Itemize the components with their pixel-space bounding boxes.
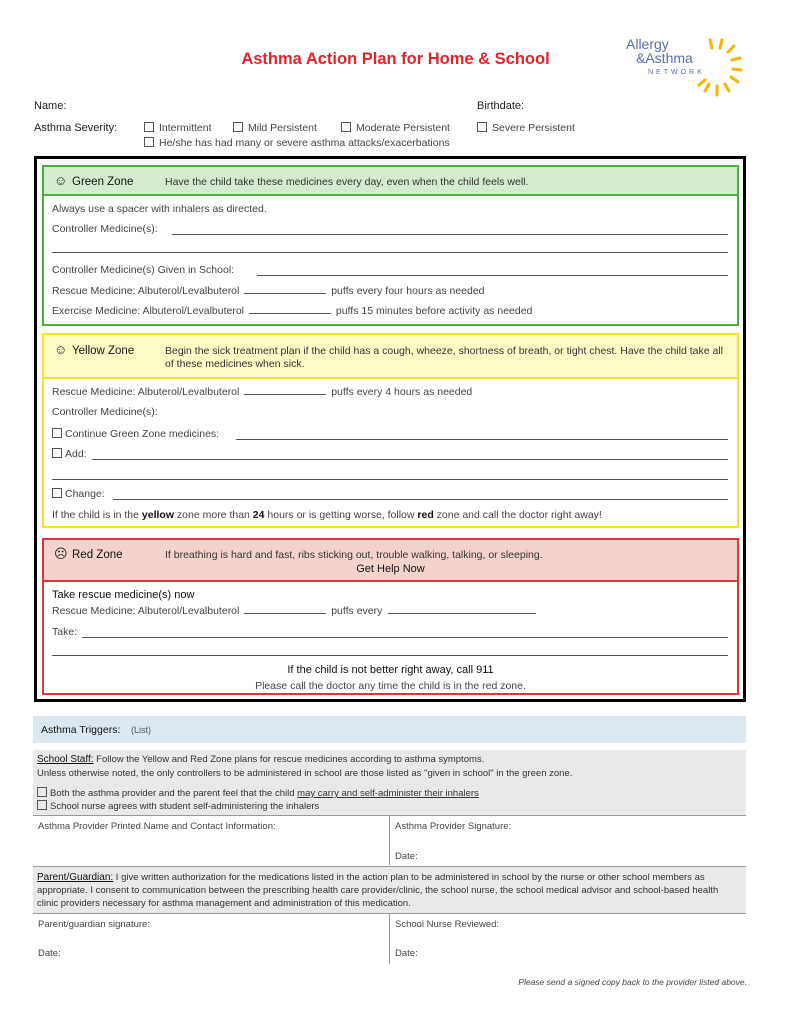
option-label: Moderate Persistent <box>356 122 450 134</box>
controller-line-2[interactable] <box>52 252 728 253</box>
green-zone-description: Have the child take these medicines every day, even when the child feels well. <box>165 176 529 188</box>
severity-severe[interactable] <box>477 122 575 134</box>
school-staff-line1 <box>37 754 484 765</box>
footer-text: hours or is getting worse, follow <box>264 509 418 521</box>
add-line[interactable] <box>92 459 728 460</box>
nurse-reviewed-label: School Nurse Reviewed: <box>395 919 500 930</box>
checkbox[interactable] <box>37 787 47 797</box>
puffs-blank[interactable] <box>244 613 326 614</box>
rescue-label: Rescue Medicine: Albuterol/Levalbuterol <box>52 605 240 617</box>
checkbox[interactable] <box>233 122 243 132</box>
logo-line-2: &Asthma <box>636 50 693 66</box>
page-title: Asthma Action Plan for Home & School <box>241 50 550 68</box>
change-line[interactable] <box>113 499 728 500</box>
name-label: Name: <box>34 100 67 112</box>
school-staff-text: Follow the Yellow and Red Zone plans for rescue medicines according to asthma symptoms. <box>93 754 485 765</box>
footer-yellow: yellow <box>141 509 174 521</box>
take-line[interactable] <box>82 637 728 638</box>
checkbox[interactable] <box>477 122 487 132</box>
footer-text: zone more than <box>174 509 253 521</box>
red-zone-header <box>44 540 737 582</box>
provider-date-label: Date: <box>395 851 418 862</box>
call-doctor: Please call the doctor any time the child is in the red zone. <box>255 680 526 692</box>
severity-label: Asthma Severity: <box>34 122 118 134</box>
severity-moderate[interactable] <box>341 122 450 134</box>
allergy-asthma-network-logo <box>622 36 752 102</box>
rescue-suffix: puffs every four hours as needed <box>331 285 485 297</box>
green-exercise-row <box>52 305 532 317</box>
yellow-footer <box>52 509 602 521</box>
logo-line-3: NETWORK <box>648 69 705 76</box>
rescue-suffix: puffs every 4 hours as needed <box>331 386 473 398</box>
logo-line-1: Allergy <box>626 36 669 52</box>
rescue-label: Rescue Medicine: Albuterol/Levalbuterol <box>52 386 240 398</box>
yellow-zone-description: Begin the sick treatment plan if the child has a cough, wheeze, shortness of breath, or tight chest. Have the child take all of these medicines when sick. <box>165 345 723 370</box>
school-staff-section <box>33 750 746 815</box>
severity-exacerbations[interactable] <box>144 137 450 149</box>
frequency-blank[interactable] <box>388 613 536 614</box>
take-label: Take: <box>52 626 78 638</box>
parent-signature-label: Parent/guardian signature: <box>38 919 150 930</box>
change-label: Change: <box>65 488 105 500</box>
call-911: If the child is not better right away, call 911 <box>287 664 494 676</box>
parent-authorization-section <box>33 866 746 914</box>
controller-label: Controller Medicine(s): <box>52 223 158 235</box>
green-zone <box>42 165 739 326</box>
option-link: may carry and self-administer their inhalers <box>297 788 479 799</box>
red-zone-description: If breathing is hard and fast, ribs sticking out, trouble walking, talking, or sleeping. <box>165 549 543 561</box>
continue-green-option[interactable] <box>52 428 219 440</box>
parent-authorization-text <box>37 871 741 910</box>
controller-line[interactable] <box>172 234 728 235</box>
controller-school-line[interactable] <box>257 275 728 276</box>
yellow-controller-label: Controller Medicine(s): <box>52 406 158 418</box>
parent-date-label: Date: <box>38 948 61 959</box>
parent-text: I give written authorization for the medications listed in the action plan to be administered in school by the nurse or other school members as appropriate. I consent to communication between the prescribing health care provider/clinic, the school nurse, the school medical advisor and school-based health clinic providers necessary for asthma management and administration of this medication. <box>37 872 719 909</box>
checkbox[interactable] <box>144 122 154 132</box>
option-text: School nurse agrees with student self-administering the inhalers <box>50 801 320 812</box>
option-text: Both the asthma provider and the parent feel that the child <box>50 788 298 799</box>
puffs-blank[interactable] <box>244 394 326 395</box>
triggers-hint: (List) <box>131 725 151 735</box>
add-label: Add: <box>65 448 87 460</box>
checkbox[interactable] <box>52 488 62 498</box>
footer-note: Please send a signed copy back to the provider listed above. <box>518 977 747 987</box>
option-label: Severe Persistent <box>492 122 575 134</box>
sun-icon <box>688 38 748 100</box>
green-zone-header <box>44 167 737 196</box>
column-divider <box>389 815 390 865</box>
severity-intermittent[interactable] <box>144 122 212 134</box>
exercise-suffix: puffs 15 minutes before activity as needed <box>335 305 533 317</box>
checkbox[interactable] <box>341 122 351 132</box>
triggers-bar[interactable] <box>33 716 746 743</box>
take-rescue-now: Take rescue medicine(s) now <box>52 589 195 601</box>
yellow-zone-header <box>44 335 737 379</box>
yellow-zone-title: Yellow Zone <box>72 345 135 357</box>
spacer-note: Always use a spacer with inhalers as directed. <box>52 203 267 215</box>
continue-line[interactable] <box>236 439 728 440</box>
exercise-label: Exercise Medicine: Albuterol/Levalbuterol <box>52 305 245 317</box>
triggers-label: Asthma Triggers: <box>41 724 121 736</box>
footer-red: red <box>417 509 434 521</box>
continue-label: Continue Green Zone medicines: <box>65 428 220 440</box>
column-divider <box>389 914 390 964</box>
footer-text: If the child is in the <box>52 509 142 521</box>
rescue-suffix: puffs every <box>331 605 383 617</box>
change-option[interactable] <box>52 488 105 500</box>
red-rescue-row <box>52 605 536 617</box>
severity-mild[interactable] <box>233 122 317 134</box>
smile-face-icon: ☺ <box>54 173 68 188</box>
red-zone-title: Red Zone <box>72 549 123 561</box>
puffs-blank[interactable] <box>249 313 331 314</box>
controller-school-label: Controller Medicine(s) Given in School: <box>52 264 235 276</box>
neutral-face-icon: ☺ <box>54 342 68 357</box>
carry-inhaler-option[interactable] <box>37 787 479 799</box>
puffs-blank[interactable] <box>244 293 326 294</box>
add-line-2[interactable] <box>52 479 728 480</box>
provider-contact-label: Asthma Provider Printed Name and Contact Information: <box>38 821 276 832</box>
green-zone-title: Green Zone <box>72 176 134 188</box>
footer-text: zone and call the doctor right away! <box>433 509 602 521</box>
birthdate-label: Birthdate: <box>477 100 525 112</box>
checkbox[interactable] <box>144 137 154 147</box>
add-option[interactable] <box>52 448 87 460</box>
yellow-rescue-row <box>52 386 472 398</box>
take-line-2[interactable] <box>52 655 728 656</box>
footer-24: 24 <box>252 509 265 521</box>
school-staff-label: School Staff: <box>37 754 94 765</box>
get-help-now: Get Help Now <box>356 563 425 575</box>
checkbox[interactable] <box>37 800 47 810</box>
rescue-label: Rescue Medicine: Albuterol/Levalbuterol <box>52 285 240 297</box>
nurse-agrees-option[interactable] <box>37 800 319 812</box>
school-staff-line2: Unless otherwise noted, the only controllers to be administered in school are those listed as "given in school" in the green zone. <box>37 768 573 779</box>
nurse-date-label: Date: <box>395 948 418 959</box>
frown-face-icon: ☹ <box>54 546 68 561</box>
checkbox[interactable] <box>52 448 62 458</box>
option-label: Mild Persistent <box>248 122 317 134</box>
option-label: Intermittent <box>159 122 212 134</box>
provider-signature-label: Asthma Provider Signature: <box>395 821 512 832</box>
checkbox[interactable] <box>52 428 62 438</box>
green-rescue-row <box>52 285 485 297</box>
parent-label: Parent/Guardian: <box>37 872 114 883</box>
option-label: He/she has had many or severe asthma attacks/exacerbations <box>159 137 450 149</box>
